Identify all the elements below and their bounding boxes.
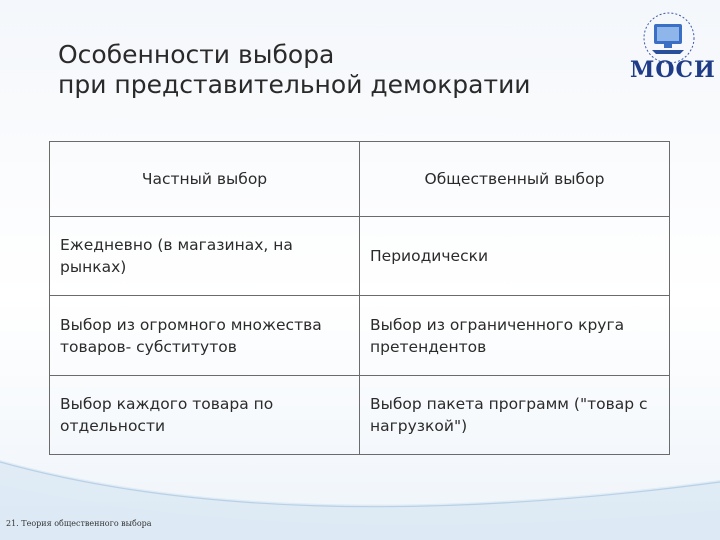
table-row xyxy=(50,296,670,375)
comparison-table xyxy=(49,141,670,455)
table-cell: Выбор из ограниченного круга претендентов xyxy=(360,296,670,375)
logo-text: МОСИ xyxy=(630,57,716,83)
page-title xyxy=(58,40,618,100)
header-public-choice: Общественный выбор xyxy=(360,142,670,217)
table-cell: Периодически xyxy=(360,217,670,296)
footer-caption: 21. Теория общественного выбора xyxy=(6,519,152,528)
table-cell: Ежедневно (в магазинах, на рынках) xyxy=(50,217,360,296)
title-line-1: Особенности выбора xyxy=(58,40,335,69)
table-cell: Выбор каждого товара по отдельности xyxy=(50,375,360,454)
table-cell: Выбор пакета программ ("товар с нагрузкой") xyxy=(360,375,670,454)
table-cell: Выбор из огромного множества товаров- субститутов xyxy=(50,296,360,375)
title-line-2: при представительной демократии xyxy=(58,70,531,99)
table-header-row xyxy=(50,142,670,217)
header-private-choice: Частный выбор xyxy=(50,142,360,217)
table-row xyxy=(50,375,670,454)
table-row xyxy=(50,217,670,296)
